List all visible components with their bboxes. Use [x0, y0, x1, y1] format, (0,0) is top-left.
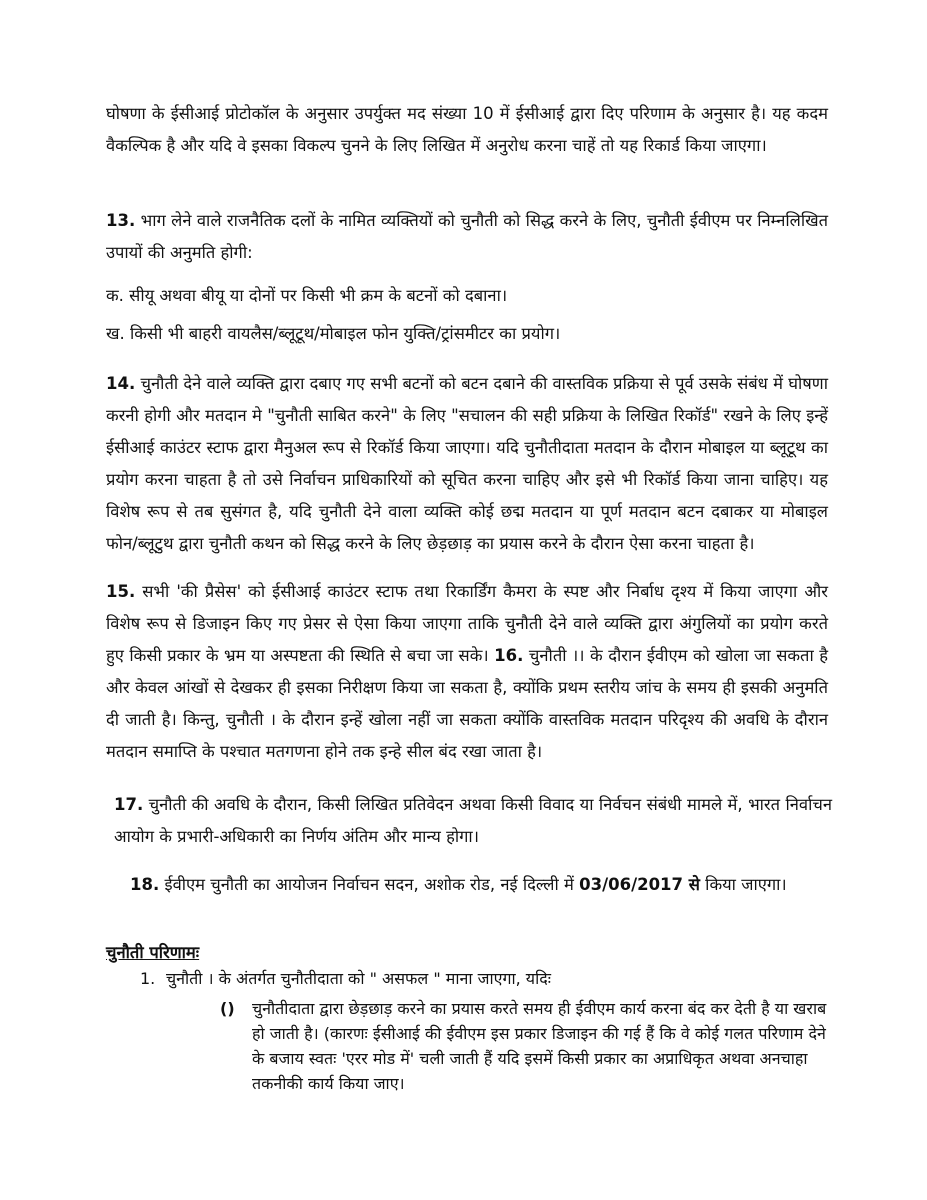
paragraph-18-text-end: किया जाएगा।: [705, 875, 787, 894]
paragraph-13-number: 13.: [106, 211, 136, 230]
paragraph-17-number: 17.: [114, 795, 144, 814]
result-sub-item-text: चुनौतीदाता द्वारा छेड़छाड़ करने का प्रयास करते समय ही ईवीएम कार्य करना बंद कर देती है या खराब हो जाती है। (कारणः ईसीआई की ईवीएम इस प्रकार डिजाइन की गई हैं कि वे कोई गलत परिणाम देने के बजाय स्वतः 'एरर मोड में' चली जाती हैं यदि इसमें किसी प्रकार का अप्राधिकृत अथवा अनचाहा तकनीकी कार्य किया जाए।: [252, 999, 827, 1093]
paragraph-14: [106, 368, 828, 560]
result-sub-item-marker: (): [220, 999, 235, 1018]
paragraph-16-text: चुनौती ।। के दौरान ईवीएम को खोला जा सकता है और केवल आंखों से देखकर ही इसका निरीक्षण किया जा सकता है, क्योंकि प्रथम स्तरीय जांच के समय ही इसकी अनुमति दी जाती है। किन्तु, चुनौती । के दौरान इन्हें खोला नहीं जा सकता क्योंकि वास्तविक मतदान परिदृश्य की अवधि के दौरान मतदान समाप्ति के पश्चात मतगणना होने तक इन्हे सील बंद रखा जाता है।: [106, 646, 828, 761]
paragraph-13-ka: [106, 280, 828, 312]
result-sub-item: [220, 996, 832, 1096]
paragraph-15-16: [106, 576, 828, 768]
paragraph-17: [114, 789, 832, 853]
paragraph-13: [106, 205, 828, 269]
result-item-1: [140, 966, 840, 992]
paragraph-18: [130, 869, 832, 901]
paragraph-14-number: 14.: [106, 374, 136, 393]
paragraph-15-text: सभी 'की प्रैसेस' को ईसीआई काउंटर स्टाफ तथा रिकार्डिंग कैमरा के स्पष्ट और निर्बाध दृश्य में किया जाएगा और विशेष रूप से डिजाइन किए गए प्रेसर से ऐसा किया जाएगा ताकि चुनौती देने वाले व्यक्ति द्वारा अंगुलियों का प्रयोग करते हुए किसी प्रकार के भ्रम या अस्पष्टता की स्थिति से बचा जा सके।: [106, 582, 828, 665]
paragraph-18-text: ईवीएम चुनौती का आयोजन निर्वाचन सदन, अशोक रोड, नई दिल्ली में: [164, 875, 574, 894]
paragraph-13-kha-text: ख. किसी भी बाहरी वायलैस/ब्लूटूथ/मोबाइल फोन युक्ति/ट्रांसमीटर का प्रयोग।: [106, 324, 561, 343]
results-heading: चुनौती परिणामः: [106, 943, 200, 962]
paragraph-16-number: 16.: [494, 646, 524, 665]
paragraph-13-kha: [106, 318, 828, 350]
result-item-1-text: चुनौती । के अंतर्गत चुनौतीदाता को " असफल " माना जाएगा, यदिः: [166, 969, 551, 988]
paragraph-15-number: 15.: [106, 582, 136, 601]
intro-text: घोषणा के ईसीआई प्रोटोकॉल के अनुसार उपर्युक्त मद संख्या 10 में ईसीआई द्वारा दिए परिणाम के अनुसार है। यह कदम वैकल्पिक है और यदि वे इसका विकल्प चुनने के लिए लिखित में अनुरोध करना चाहें तो यह रिकार्ड किया जाएगा।: [106, 104, 828, 155]
paragraph-18-date: 03/06/2017 से: [579, 875, 700, 894]
paragraph-13-ka-text: क. सीयू अथवा बीयू या दोनों पर किसी भी क्रम के बटनों को दबाना।: [106, 286, 508, 305]
paragraph-17-text: चुनौती की अवधि के दौरान, किसी लिखित प्रतिवेदन अथवा किसी विवाद या निर्वचन संबंधी मामले में, भारत निर्वाचन आयोग के प्रभारी-अधिकारी का निर्णय अंतिम और मान्य होगा।: [114, 795, 833, 846]
paragraph-18-number: 18.: [130, 875, 160, 894]
result-item-1-number: 1.: [140, 969, 156, 988]
intro-paragraph: [106, 98, 828, 162]
paragraph-13-text: भाग लेने वाले राजनैतिक दलों के नामित व्यक्तियों को चुनौती को सिद्ध करने के लिए, चुनौती ईवीएम पर निम्नलिखित उपायों की अनुमति होगी:: [106, 211, 828, 262]
paragraph-14-text: चुनौती देने वाले व्यक्ति द्वारा दबाए गए सभी बटनों को बटन दबाने की वास्तविक प्रक्रिया से पूर्व उसके संबंध में घोषणा करनी होगी और मतदान मे "चुनौती साबित करने" के लिए "सचालन की सही प्रक्रिया के लिखित रिकॉर्ड" रखने के लिए इन्हें ईसीआई काउंटर स्टाफ द्वारा मैनुअल रूप से रिकॉर्ड किया जाएगा। यदि चुनौतीदाता मतदान के दौरान मोबाइल या ब्लूटूथ का प्रयोग करना चाहता है तो उसे निर्वाचन प्राधिकारियों को सूचित करना चाहिए और इसे भी रिकॉर्ड किया जाना चाहिए। यह विशेष रूप से तब सुसंगत है, यदि चुनौती देने वाला व्यक्ति कोई छद्म मतदान या पूर्ण मतदान बटन दबाकर या मोबाइल फोन/ब्लूटुथ द्वारा चुनौती कथन को सिद्ध करने के लिए छेड़छाड़ का प्रयास करने के दौरान ऐसा करना चाहता है।: [106, 374, 829, 553]
